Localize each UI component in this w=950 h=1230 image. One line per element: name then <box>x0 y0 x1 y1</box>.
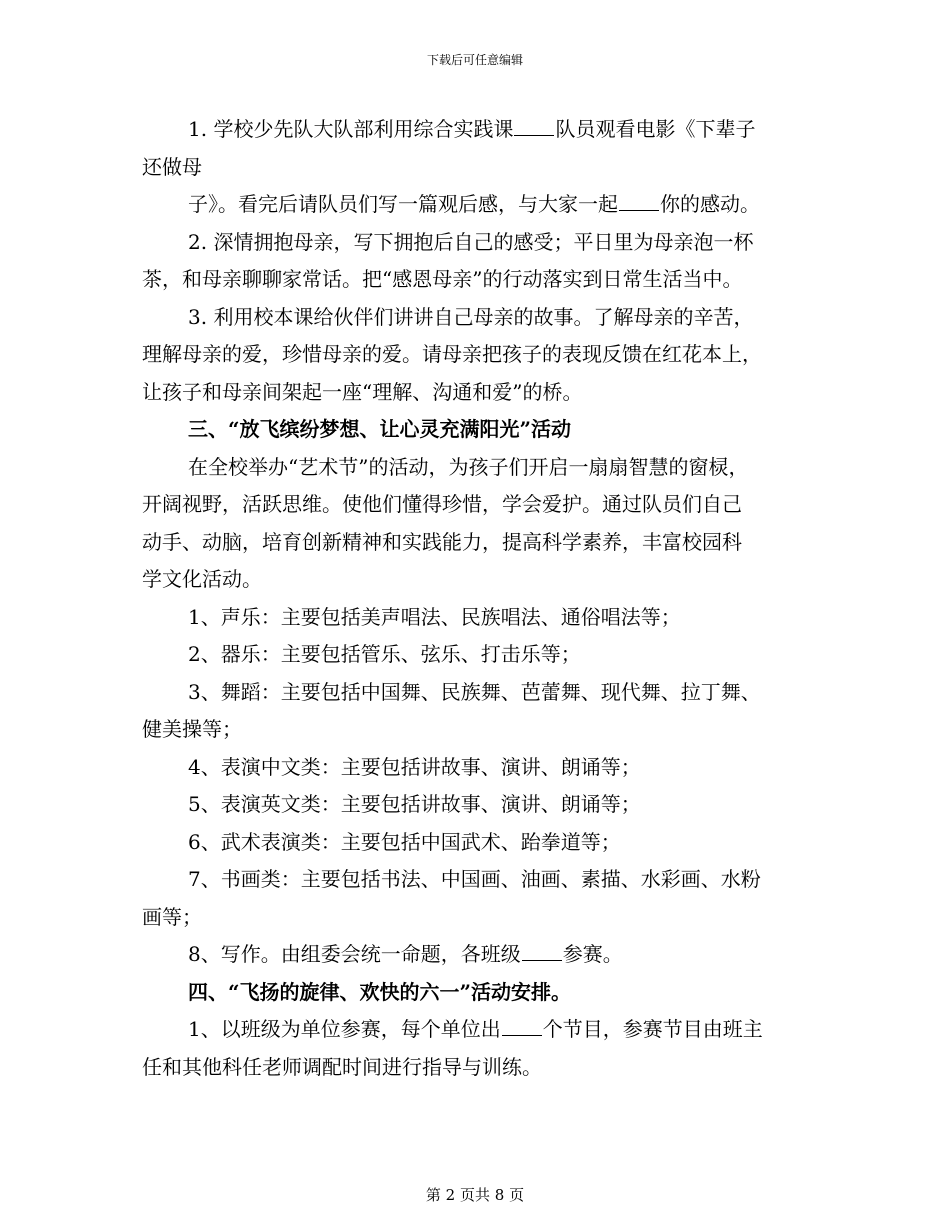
list-item-continuation: 任和其他科任老师调配时间进行指导与训练。 <box>142 1054 542 1079</box>
paragraph-line: 让孩子和母亲间架起一座“理解、沟通和爱”的桥。 <box>142 379 583 404</box>
list-item: 5、表演英文类：主要包括讲故事、演讲、朗诵等； <box>188 792 641 816</box>
fill-in-blank <box>619 192 659 211</box>
fill-in-blank <box>502 1017 542 1036</box>
paragraph-line: 2. 深情拥抱母亲，写下拥抱后自己的感受；平日里为母亲泡一杯 <box>188 229 754 254</box>
paragraph-line: 子》。看完后请队员们写一篇观后感，与大家一起 你的感动。 <box>188 192 760 216</box>
list-item: 8、写作。由组委会统一命题，各班级 参赛。 <box>188 942 623 966</box>
list-item: 6、武术表演类：主要包括中国武术、跆拳道等； <box>188 829 621 854</box>
document-body <box>142 111 814 1086</box>
list-item: 7、书画类：主要包括书法、中国画、油画、素描、水彩画、水粉 <box>188 867 761 891</box>
paragraph-line: 开阔视野，活跃思维。使他们懂得珍惜，学会爱护。通过队员们自己 <box>142 492 742 516</box>
page-footer: 第 2 页共 8 页 <box>425 1186 525 1204</box>
paragraph-line: 在全校举办“艺术节”的活动，为孩子们开启一扇扇智慧的窗棂， <box>188 454 749 479</box>
paragraph-line: 茶，和母亲聊聊家常话。把“感恩母亲”的行动落实到日常生活当中。 <box>142 267 743 291</box>
page-header: 下载后可任意编辑 <box>426 53 523 67</box>
section-heading: 四、“飞扬的旋律、欢快的六一”活动安排。 <box>188 979 572 1004</box>
paragraph-line: 学文化活动。 <box>142 567 262 591</box>
paragraph-line: 3. 利用校本课给伙伴们讲讲自己母亲的故事。了解母亲的辛苦， <box>188 304 754 329</box>
paragraph-line: 动手、动脑，培育创新精神和实践能力，提高科学素养，丰富校园科 <box>142 529 742 554</box>
paragraph-line: 理解母亲的爱，珍惜母亲的爱。请母亲把孩子的表现反馈在红花本上， <box>142 342 762 366</box>
list-item: 2、器乐：主要包括管乐、弦乐、打击乐等； <box>188 642 581 666</box>
fill-in-blank <box>514 117 554 136</box>
fill-in-blank <box>522 942 562 961</box>
section-heading: 三、“放飞缤纷梦想、让心灵充满阳光”活动 <box>188 417 572 441</box>
list-item-continuation: 画等； <box>142 904 202 929</box>
list-item: 1、以班级为单位参赛，每个单位出 个节目，参赛节目由班主 <box>188 1017 763 1041</box>
list-item-continuation: 健美操等； <box>142 717 242 741</box>
list-item: 4、表演中文类：主要包括讲故事、演讲、朗诵等； <box>188 754 641 779</box>
paragraph-line: 1. 学校少先队大队部利用综合实践课 队员观看电影《下辈子 <box>188 117 756 141</box>
paragraph-line: 还做母 <box>142 154 202 179</box>
list-item: 3、舞蹈：主要包括中国舞、民族舞、芭蕾舞、现代舞、拉丁舞、 <box>188 679 761 704</box>
list-item: 1、声乐：主要包括美声唱法、民族唱法、通俗唱法等； <box>188 604 681 629</box>
